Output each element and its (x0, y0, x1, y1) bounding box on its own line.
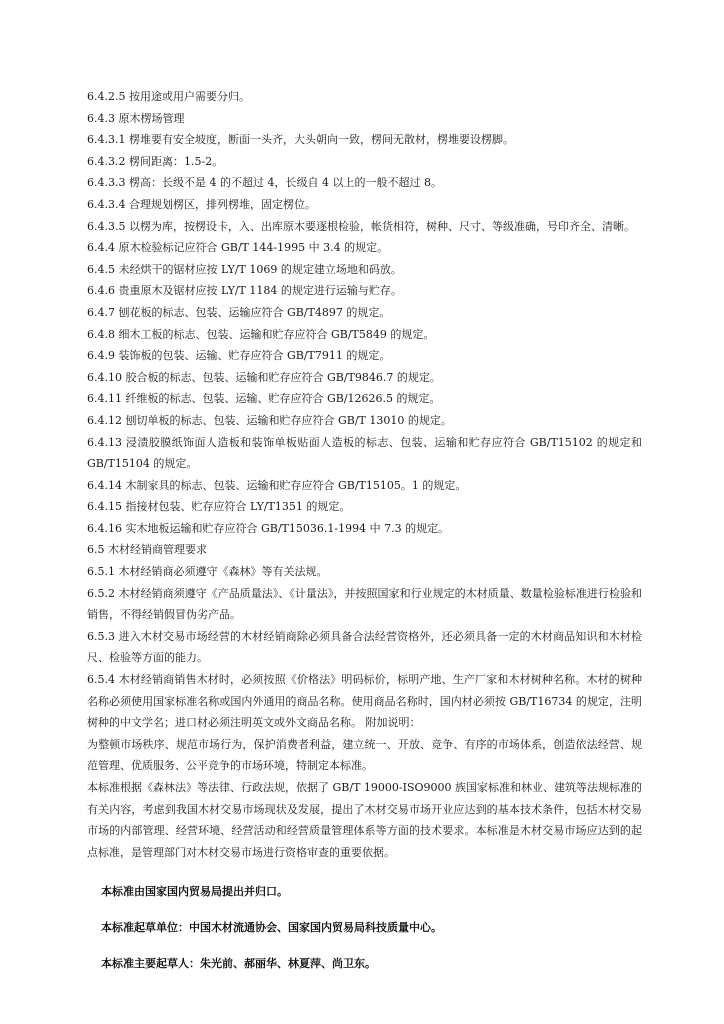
proposer-statement: 本标准由国家国内贸易局提出并归口。 (101, 885, 288, 899)
clause-6-5-1: 6.5.1 木材经销商必须遵守《森林》等有关法规。 (87, 565, 328, 579)
section-6-5-heading: 6.5 木材经销商管理要求 (87, 543, 207, 557)
clause-6-4-7: 6.4.7 刨花板的标志、包装、运输应符合 GB/T4897 的规定。 (87, 305, 391, 319)
clause-6-5-3: 6.5.3 进入木材交易市场经营的木材经销商除必须具备合法经营资格外，还必须具备一定的木材商品知识和木材检尺、检验等方面的能力。 (87, 629, 642, 665)
clause-6-4-9: 6.4.9 装饰板的包装、运输、贮存应符合 GB/T7911 的规定。 (87, 349, 391, 363)
clause-6-4-3: 6.4.3 原木楞场管理 (87, 111, 185, 125)
clause-6-4-3-3: 6.4.3.3 楞高：长级不是 4 的不超过 4，长级自 4 以上的一般不超过 8。 (87, 176, 442, 190)
purpose-paragraph: 为整顿市场秩序、规范市场行为，保护消费者利益，建立统一、开放、竞争、有序的市场体系，创造依法经营、规范管理、优质服务、公平竞争的市场环境，特制定本标准。 (87, 737, 642, 773)
drafters-statement: 本标准主要起草人：朱光前、郝丽华、林夏萍、尚卫东。 (101, 956, 376, 970)
clause-6-4-2-5: 6.4.2.5 按用途或用户需要分归。 (87, 90, 250, 103)
clause-6-4-15: 6.4.15 指接材包装、贮存应符合 LY/T1351 的规定。 (87, 500, 351, 514)
clause-6-4-3-1: 6.4.3.1 楞堆要有安全坡度，断面一头齐，大头朝向一致，楞间无散材，楞堆要设楞脚。 (87, 133, 514, 147)
clause-6-4-11: 6.4.11 纤维板的标志、包装、运输、贮存应符合 GB/12626.5 的规定。 (87, 392, 441, 406)
clause-6-4-6: 6.4.6 贵重原木及锯材应按 LY/T 1184 的规定进行运输与贮存。 (87, 284, 402, 298)
basis-paragraph: 本标准根据《森林法》等法律、行政法规，依据了 GB/T 19000-ISO9000 族国家标准和林业、建筑等法规标准的有关内容，考虑到我国木材交易市场现状及发展，提出了木材交易市场开业应达到的基本技术条件，包括木材交易市场的内部管理、经营环境、经营活动和经营质量管理体系等方面的技术要求。本标准是木材交易市场应达到的起点标准，是管理部门对木材交易市场进行资格审查的重要依据。 (87, 781, 643, 859)
clause-6-4-3-5: 6.4.3.5 以楞为库，按楞设卡，入、出库原木要逐根检验，帐货相符，树种、尺寸、等级准确，号印齐全、清晰。 (87, 219, 635, 233)
clause-6-5-2: 6.5.2 木材经销商须遵守《产品质量法》、《计量法》，并按照国家和行业规定的木材质量、数量检验标准进行检验和销售，不得经销假冒伪劣产品。 (87, 586, 642, 622)
clause-6-5-4: 6.5.4 木材经销商销售木材时，必须按照《价格法》明码标价，标明产地、生产厂家和木材树种名称。木材的树种名称必须使用国家标准名称或国内外通用的商品名称。使用商品名称时，国内材必须按 GB/T16734 的规定，注明树种的中文学名；进口材必须注明英文或外文商品名称。 附加说明： (87, 673, 642, 730)
document-page (87, 86, 642, 974)
drafting-units-statement: 本标准起草单位：中国木材流通协会、国家国内贸易局科技质量中心。 (101, 920, 442, 934)
clause-6-4-10: 6.4.10 胶合板的标志、包装、运输和贮存应符合 GB/T9846.7 的规定。 (87, 370, 441, 384)
clause-6-4-3-4: 6.4.3.4 合理规划楞区，排列楞堆，固定楞位。 (87, 197, 316, 211)
clause-6-4-5: 6.4.5 未经烘干的锯材应按 LY/T 1069 的规定建立场地和码放。 (87, 262, 402, 276)
clause-6-4-8: 6.4.8 细木工板的标志、包装、运输和贮存应符合 GB/T5849 的规定。 (87, 327, 435, 341)
clause-6-4-12: 6.4.12 刨切单板的标志、包装、运输和贮存应符合 GB/T 13010 的规定。 (87, 413, 452, 427)
clause-6-4-4: 6.4.4 原木检验标记应符合 GB/T 144-1995 中 3.4 的规定。 (87, 241, 389, 255)
clause-6-4-14: 6.4.14 木制家具的标志、包装、运输和贮存应符合 GB/T15105。1 的规定。 (87, 478, 467, 492)
clause-6-4-3-2: 6.4.3.2 楞间距离：1.5-2。 (87, 154, 224, 168)
clause-6-4-13: 6.4.13 浸渍胶膜纸饰面人造板和装饰单板贴面人造板的标志、包装、运输和贮存应符合 GB/T15102 的规定和 GB/T15104 的规定。 (87, 435, 642, 471)
clause-6-4-16: 6.4.16 实木地板运输和贮存应符合 GB/T15036.1-1994 中 7.3 的规定。 (87, 521, 450, 535)
